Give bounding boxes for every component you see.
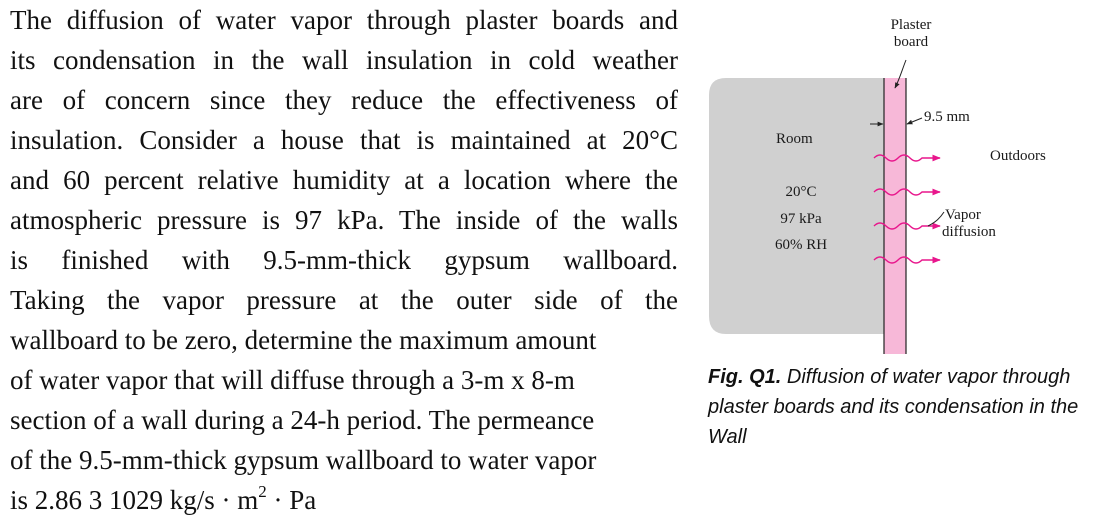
problem-line: The diffusion of water vapor through plaster boards and (10, 5, 678, 35)
room-label: Room (776, 131, 813, 147)
wall-diffusion-figure (702, 0, 1102, 360)
problem-line: of water vapor that will diffuse through a 3-m x 8-m (10, 365, 575, 395)
permeance-value: is 2.86 3 1029 kg/s · m (10, 485, 259, 515)
plaster-board (884, 78, 906, 354)
unit-exponent: 2 (258, 482, 267, 501)
problem-line: and 60 percent relative humidity at a location where the (10, 165, 678, 195)
caption-text: Diffusion of water vapor through plaster boards and its condensation in the Wall (708, 366, 1079, 448)
thickness-label: 9.5 mm (924, 109, 970, 125)
permeance-unit-tail: · Pa (266, 485, 317, 515)
problem-text (10, 0, 678, 520)
room-pressure: 97 kPa (780, 211, 822, 227)
problem-line: is finished with 9.5-mm-thick gypsum wallboard. (10, 245, 678, 275)
problem-line: insulation. Consider a house that is maintained at 20°C (10, 125, 678, 155)
room-area (709, 78, 884, 334)
vapor-label-line2: diffusion (942, 224, 996, 240)
problem-line: its condensation in the wall insulation in cold weather (10, 45, 678, 75)
vapor-label-line1: Vapor (945, 207, 981, 223)
plaster-board-label (878, 17, 944, 51)
outdoors-label: Outdoors (990, 148, 1046, 164)
plaster-label-line1: Plaster (890, 17, 932, 33)
problem-line: of the 9.5-mm-thick gypsum wallboard to water vapor (10, 445, 597, 475)
problem-line: Taking the vapor pressure at the outer side of the (10, 285, 678, 315)
problem-line: atmospheric pressure is 97 kPa. The inside of the walls (10, 205, 678, 235)
vapor-diffusion-label (942, 207, 996, 241)
wall-diagram (702, 0, 1102, 360)
plaster-label-line2: board (893, 34, 929, 50)
room-temperature: 20°C (785, 184, 817, 200)
problem-line-last (10, 480, 678, 520)
figure-id: Fig. Q1. (708, 366, 782, 388)
problem-line: section of a wall during a 24-h period. The permeance (10, 405, 595, 435)
problem-line: wallboard to be zero, determine the maximum amount (10, 325, 597, 355)
problem-line: are of concern since they reduce the effectiveness of (10, 85, 678, 115)
figure-caption (708, 362, 1098, 452)
thickness-arrow-right (907, 118, 922, 124)
room-humidity: 60% RH (774, 237, 828, 253)
